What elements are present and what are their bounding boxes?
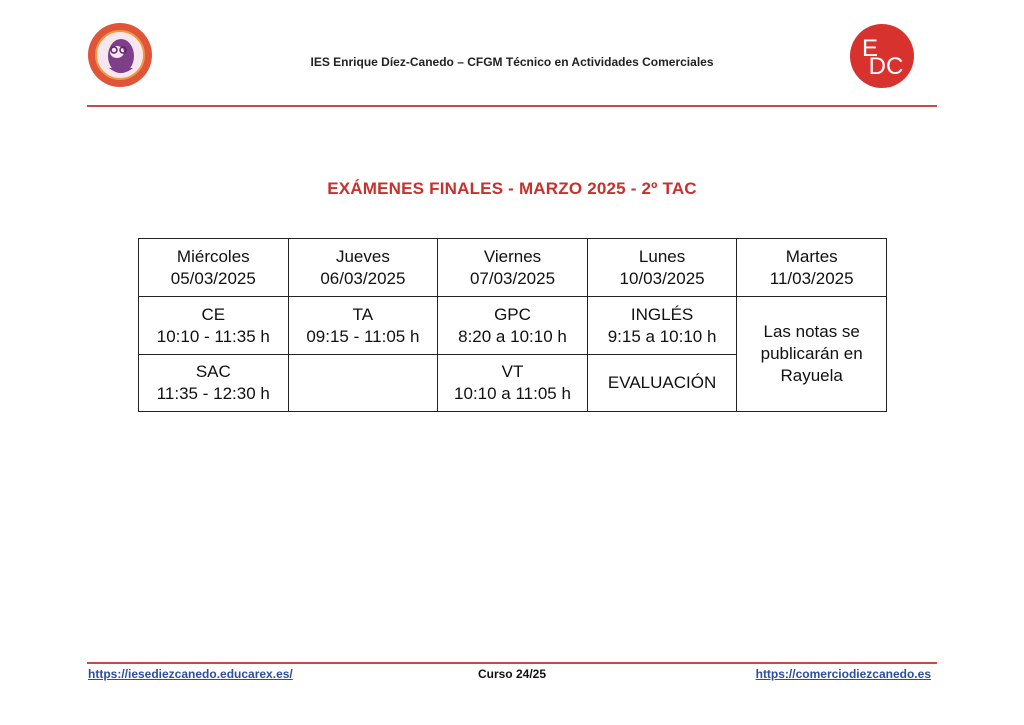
table-row (139, 297, 887, 355)
exam-cell (139, 297, 289, 355)
exam-subject: INGLÉS (630, 304, 694, 324)
column-date: 07/03/2025 (469, 268, 556, 288)
exam-subject: CE (201, 304, 226, 324)
exam-cell (288, 297, 438, 355)
column-header-wednesday (139, 239, 289, 297)
exam-subject: TA (352, 304, 374, 324)
note-line: Las notas se (763, 322, 860, 341)
exam-time: 10:10 a 11:05 h (454, 384, 571, 403)
footer-divider (87, 662, 937, 664)
exam-cell (587, 297, 737, 355)
exam-subject: SAC (195, 362, 231, 381)
column-date: 10/03/2025 (619, 268, 705, 288)
svg-text:E: E (861, 35, 879, 62)
column-header-tuesday (737, 239, 887, 297)
exam-subject: GPC (494, 304, 531, 324)
grades-note-cell (737, 297, 887, 412)
exam-time: 9:15 a 10:10 h (607, 326, 717, 346)
svg-text:DC: DC (868, 53, 904, 80)
header-title: IES Enrique Díez-Canedo – CFGM Técnico en Actividades Comerciales (310, 55, 714, 69)
exam-subject: EVALUACIÓN (607, 373, 717, 392)
exam-time: 11:35 - 12:30 h (156, 384, 270, 403)
column-day: Martes (785, 246, 838, 266)
page-title: EXÁMENES FINALES - MARZO 2025 - 2º TAC (327, 179, 697, 198)
note-line: Rayuela (780, 366, 843, 385)
column-day: Jueves (335, 246, 390, 266)
column-header-monday (587, 239, 737, 297)
column-header-thursday (288, 239, 438, 297)
commerce-website-link[interactable]: https://comerciodiezcanedo.es (755, 667, 931, 681)
column-day: Miércoles (176, 246, 250, 266)
note-line: publicarán en (760, 344, 863, 363)
column-day: Viernes (483, 246, 542, 266)
exam-time: 10:10 - 11:35 h (156, 326, 270, 346)
empty-cell (288, 355, 438, 412)
exam-cell (438, 355, 588, 412)
exam-cell (438, 297, 588, 355)
exam-schedule-table (138, 238, 887, 412)
column-date: 06/03/2025 (320, 268, 406, 288)
school-website-link[interactable]: https://iesediezcanedo.educarex.es/ (88, 667, 293, 681)
school-logo-icon (87, 22, 153, 88)
exam-time: 09:15 - 11:05 h (306, 326, 420, 346)
exam-cell (139, 355, 289, 412)
header-divider (87, 105, 937, 107)
table-header-row (139, 239, 887, 297)
course-label: Curso 24/25 (477, 667, 547, 681)
exam-time: 8:20 a 10:10 h (458, 326, 567, 346)
column-date: 05/03/2025 (170, 268, 256, 288)
exam-cell (587, 355, 737, 412)
column-day: Lunes (638, 246, 686, 266)
column-header-friday (438, 239, 588, 297)
column-date: 11/03/2025 (769, 268, 854, 288)
exam-subject: VT (501, 362, 524, 381)
